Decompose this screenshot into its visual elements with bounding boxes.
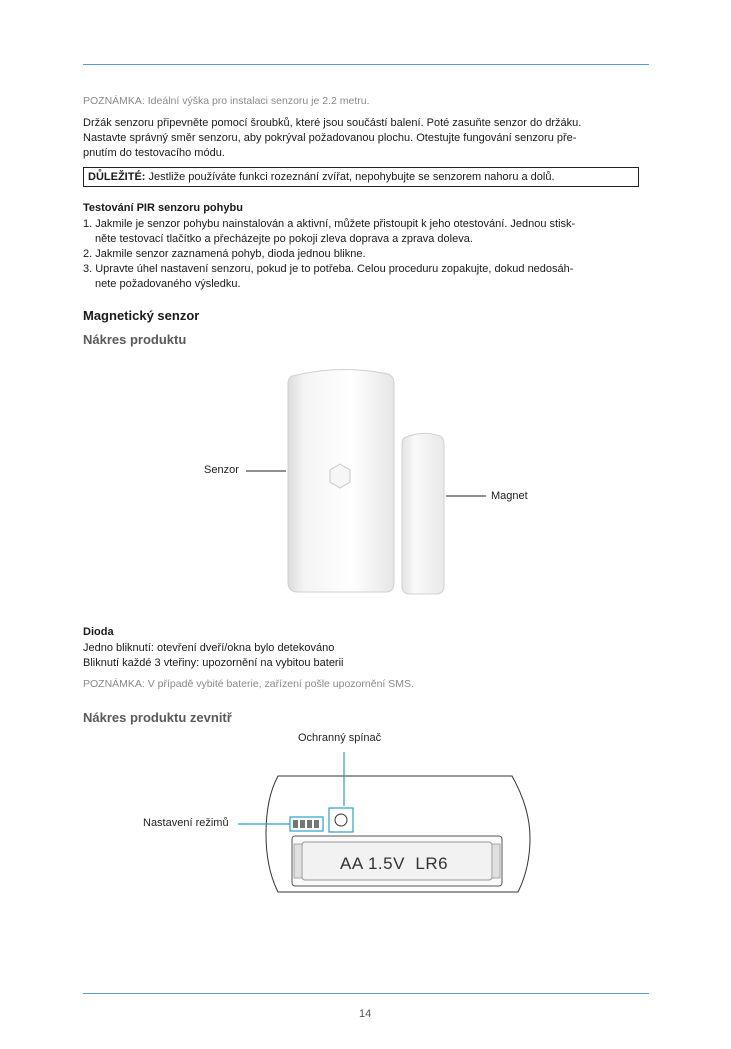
bottom-rule	[83, 993, 649, 994]
important-label: DŮLEŽITÉ:	[88, 171, 146, 183]
step-line: nete požadovaného výsledku.	[95, 278, 241, 290]
mode-settings-label: Nastavení režimů	[143, 817, 229, 829]
dip-switch	[307, 820, 312, 828]
diode-line-1: Jedno bliknutí: otevření dveří/okna bylo detekováno	[83, 642, 335, 654]
magnet-label: Magnet	[491, 490, 528, 502]
diode-line-2: Bliknutí každé 3 vteřiny: upozornění na vybitou baterii	[83, 657, 344, 669]
tamper-switch-label: Ochranný spínač	[298, 732, 382, 744]
important-text: Jestliže používáte funkci rozeznání zvířat, nepohybujte se senzorem nahoru a dolů.	[148, 171, 555, 183]
dip-switch	[293, 820, 298, 828]
pir-test-heading: Testování PIR senzoru pohybu	[83, 202, 243, 214]
sensor-label: Senzor	[204, 464, 239, 476]
dip-switch	[314, 820, 319, 828]
inside-illustration	[230, 748, 540, 898]
installation-height-note: POZNÁMKA: Ideální výška pro instalaci senzoru je 2.2 metru.	[83, 95, 370, 107]
battery-terminal-icon	[294, 844, 302, 878]
product-drawing-heading: Nákres produktu	[83, 332, 187, 347]
step-line: 1. Jakmile je senzor pohybu nainstalován a aktivní, můžete přistoupit k jeho otestování. Jednou stisk-	[83, 218, 576, 230]
dip-switch	[300, 820, 305, 828]
magnet-body	[402, 433, 444, 594]
sensor-body	[288, 369, 394, 592]
pir-test-steps	[83, 217, 649, 292]
intro-paragraph	[83, 116, 649, 161]
top-rule	[83, 64, 649, 65]
step-line: něte testovací tlačítko a přecházejte po pokoji zleva doprava a zprava doleva.	[95, 233, 473, 245]
diode-heading: Dioda	[83, 626, 114, 638]
magnetic-sensor-heading: Magnetický senzor	[83, 308, 200, 323]
intro-line: Nastavte správný směr senzoru, aby pokrýval požadovanou plochu. Otestujte fungování senzoru pře-	[83, 132, 577, 144]
intro-line: Držák senzoru připevněte pomocí šroubků, které jsou součástí balení. Poté zasuňte senzor do držáku.	[83, 117, 582, 129]
battery-label: AA 1.5V LR6	[340, 854, 449, 873]
battery-terminal-icon	[492, 844, 500, 878]
step-line: 3. Upravte úhel nastavení senzoru, pokud je to potřeba. Celou proceduru zopakujte, dokud nedosáh-	[83, 263, 574, 275]
page-number: 14	[359, 1008, 372, 1020]
intro-line: pnutím do testovacího módu.	[83, 147, 225, 159]
step-line: 2. Jakmile senzor zaznamená pohyb, dioda jednou blikne.	[83, 248, 366, 260]
inside-drawing-heading: Nákres produktu zevnitř	[83, 710, 232, 725]
important-callout	[83, 167, 639, 187]
battery-note: POZNÁMKA: V případě vybité baterie, zařízení pošle upozornění SMS.	[83, 678, 414, 690]
